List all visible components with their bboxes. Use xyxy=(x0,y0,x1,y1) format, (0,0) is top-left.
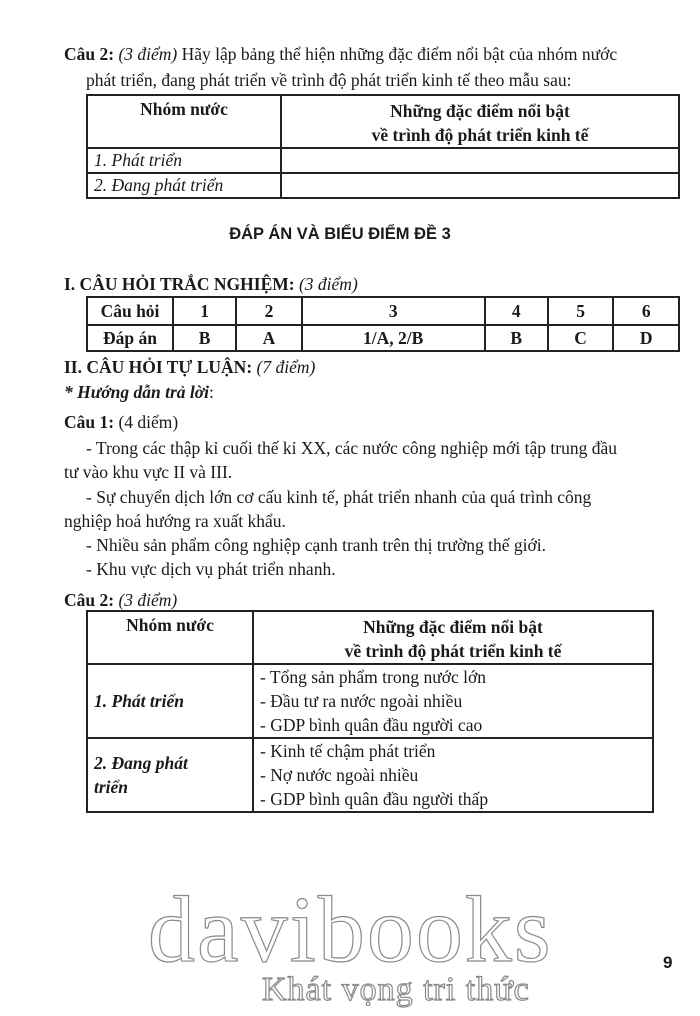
header-group: Nhóm nước xyxy=(140,99,228,119)
watermark-brand: davibooks xyxy=(148,878,553,982)
answer1-line: - Sự chuyển dịch lớn cơ cấu kinh tế, phát triển nhanh của quá trình công xyxy=(86,487,592,507)
page-number: 9 xyxy=(663,953,673,972)
answer1-heading: Câu 1: (4 diểm) xyxy=(64,412,179,432)
header-features-2: về trình độ phát triển kinh tế xyxy=(371,125,589,145)
answer1-line: - Trong các thập kỉ cuối thế kỉ XX, các nước công nghiệp mới tập trung đầu xyxy=(86,438,617,458)
answer2-table: Nhóm nước Những đặc điểm nổi bật về trình độ phát triển kinh tế 1. Phát triển - Tổng sản phẩm trong nước lớn - Đầu tư ra nước ngoài nhiều - GDP bình quân đầu người cao 2. Đang phát triển - Kinh tế chậm phát triển - Nợ nước ngoài nhiều - GDP bình quân đầu người thấp xyxy=(86,610,654,813)
group-developing: 2. Đang phát xyxy=(94,753,188,773)
answer1-line: nghiệp hoá hướng ra xuất khẩu. xyxy=(64,511,286,531)
row-developing: 2. Đang phát triển xyxy=(94,175,224,195)
question-label: Câu 2 xyxy=(64,44,109,64)
feature-item: - Nợ nước ngoài nhiều xyxy=(260,765,419,785)
empty-cell xyxy=(281,148,679,173)
answer1-line: - Nhiều sản phẩm công nghiệp cạnh tranh trên thị trường thế giới. xyxy=(86,535,547,555)
question2-prompt: Câu 2: (3 điểm) Hãy lập bảng thể hiện những đặc điểm nổi bật của nhóm nước xyxy=(64,44,618,64)
section2-heading: II. CÂU HỎI TỰ LUẬN: (7 điểm) xyxy=(64,357,316,377)
question2-prompt-line2: phát triển, đang phát triển về trình độ phát triển kinh tế theo mẫu sau: xyxy=(86,70,572,90)
question-text: Hãy lập bảng thể hiện những đặc điểm nổi bật của nhóm nước xyxy=(181,44,618,64)
feature-item: - Tổng sản phẩm trong nước lớn xyxy=(260,667,486,687)
answer1-line: - Khu vực dịch vụ phát triển nhanh. xyxy=(86,559,336,579)
section1-heading: I. CÂU HỎI TRẮC NGHIỆM: (3 điểm) xyxy=(64,274,358,294)
template-table xyxy=(86,94,680,199)
answer-title: ĐÁP ÁN VÀ BIỂU ĐIỂM ĐỀ 3 xyxy=(229,225,451,243)
feature-item: - Đầu tư ra nước ngoài nhiều xyxy=(260,691,463,711)
row-developed: 1. Phát triển xyxy=(94,150,182,170)
empty-cell xyxy=(281,173,679,198)
answer-guide: * Hướng dẫn trả lời: xyxy=(64,382,214,402)
watermark-slogan: Khát vọng tri thức xyxy=(262,971,530,1008)
feature-item: - GDP bình quân đầu người cao xyxy=(260,715,483,735)
answer2-heading: Câu 2: (3 điểm) xyxy=(64,590,178,610)
question-points: (3 điểm) xyxy=(118,44,178,64)
group-developed: 1. Phát triển xyxy=(94,690,184,711)
answer1-line: tư vào khu vực II và III. xyxy=(64,462,233,482)
feature-item: - Kinh tế chậm phát triển xyxy=(260,741,436,761)
header-features: Những đặc điểm nổi bật xyxy=(390,101,570,121)
multiple-choice-table: Câu hỏi 1 2 3 4 5 6 Đáp án B A 1/A, 2/B B C D xyxy=(86,296,680,352)
feature-item: - GDP bình quân đầu người thấp xyxy=(260,789,489,809)
